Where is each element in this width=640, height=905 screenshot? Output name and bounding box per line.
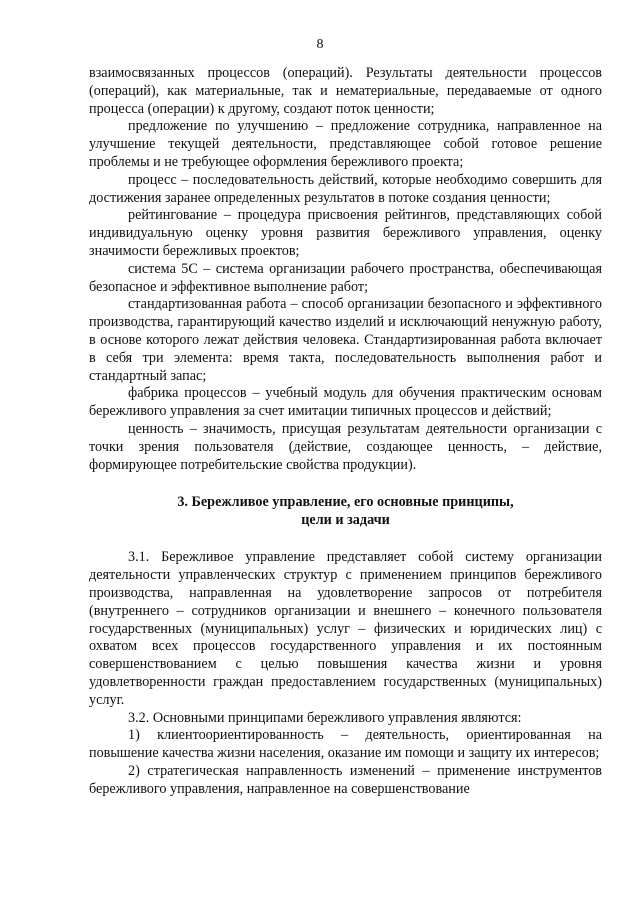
paragraph: 2) стратегическая направленность изменений – применение инструментов бережливого управления, направленное на совершенствование <box>89 762 602 797</box>
section-3-block <box>89 549 602 798</box>
page-number: 8 <box>316 37 324 52</box>
paragraph: фабрика процессов – учебный модуль для обучения практическим основам бережливого управления за счет имитации типичных процессов и действий; <box>89 385 602 420</box>
paragraph: 3.2. Основными принципами бережливого управления являются: <box>128 709 522 726</box>
paragraph: ценность – значимость, присущая результатам деятельности организации с точки зрения пользователя (действие, создающее ценность, – действие, формирующее потребительские свойства продукции). <box>89 420 602 473</box>
paragraph: 1) клиентоориентированность – деятельность, ориентированная на повышение качества жизни населения, оказание им помощи и защиту их интересов; <box>89 727 602 762</box>
paragraph: система 5С – система организации рабочего пространства, обеспечивающая безопасное и эффективное выполнение работ; <box>89 260 602 295</box>
paragraph: 3.1. Бережливое управление представляет собой систему организации деятельности управленческих структур с применением принципов бережливого производства, направленная на удовлетворение запросов от потребителя (внутреннего – сотрудников организации и внешнего – конечного пользователя государственных (муниципальных) услуг – физических и юридических лиц) с охватом всех процессов государственного управления и их постоянным совершенствованием с целью повышения качества жизни и уровня удовлетворенности граждан предоставлением государственных (муниципальных) услуг. <box>89 549 602 708</box>
document-body <box>89 65 602 798</box>
paragraph: взаимосвязанных процессов (операций). Результаты деятельности процессов (операций), как материальные, так и нематериальные, передаваемые от одного процесса (операции) к другому, создают поток ценности; <box>89 65 602 117</box>
definitions-block <box>89 65 602 474</box>
paragraph: процесс – последовательность действий, которые необходимо совершить для достижения заранее определенных результатов в потоке создания ценности; <box>89 171 602 206</box>
paragraph: стандартизованная работа – способ организации безопасного и эффективного производства, гарантирующий качество изделий и исключающий ненужную работу, в основе которого лежат действия человека. Стандартизированная работа включает в себя три элемента: время такта, последовательность выполнения работ и стандартный запас; <box>89 296 602 384</box>
section-title <box>89 493 602 529</box>
section-title-line-1: 3. Бережливое управление, его основные принципы, <box>177 494 514 511</box>
section-title-line-2: цели и задачи <box>301 512 390 529</box>
paragraph: предложение по улучшению – предложение сотрудника, направленное на улучшение текущей деятельности, представляющее собой готовое решение проблемы и не требующее оформления бережливого проекта; <box>89 118 602 170</box>
paragraph: рейтингование – процедура присвоения рейтингов, представляющих собой индивидуальную оценку уровня развития бережливого управления, оценку значимости бережливых проектов; <box>89 207 602 259</box>
